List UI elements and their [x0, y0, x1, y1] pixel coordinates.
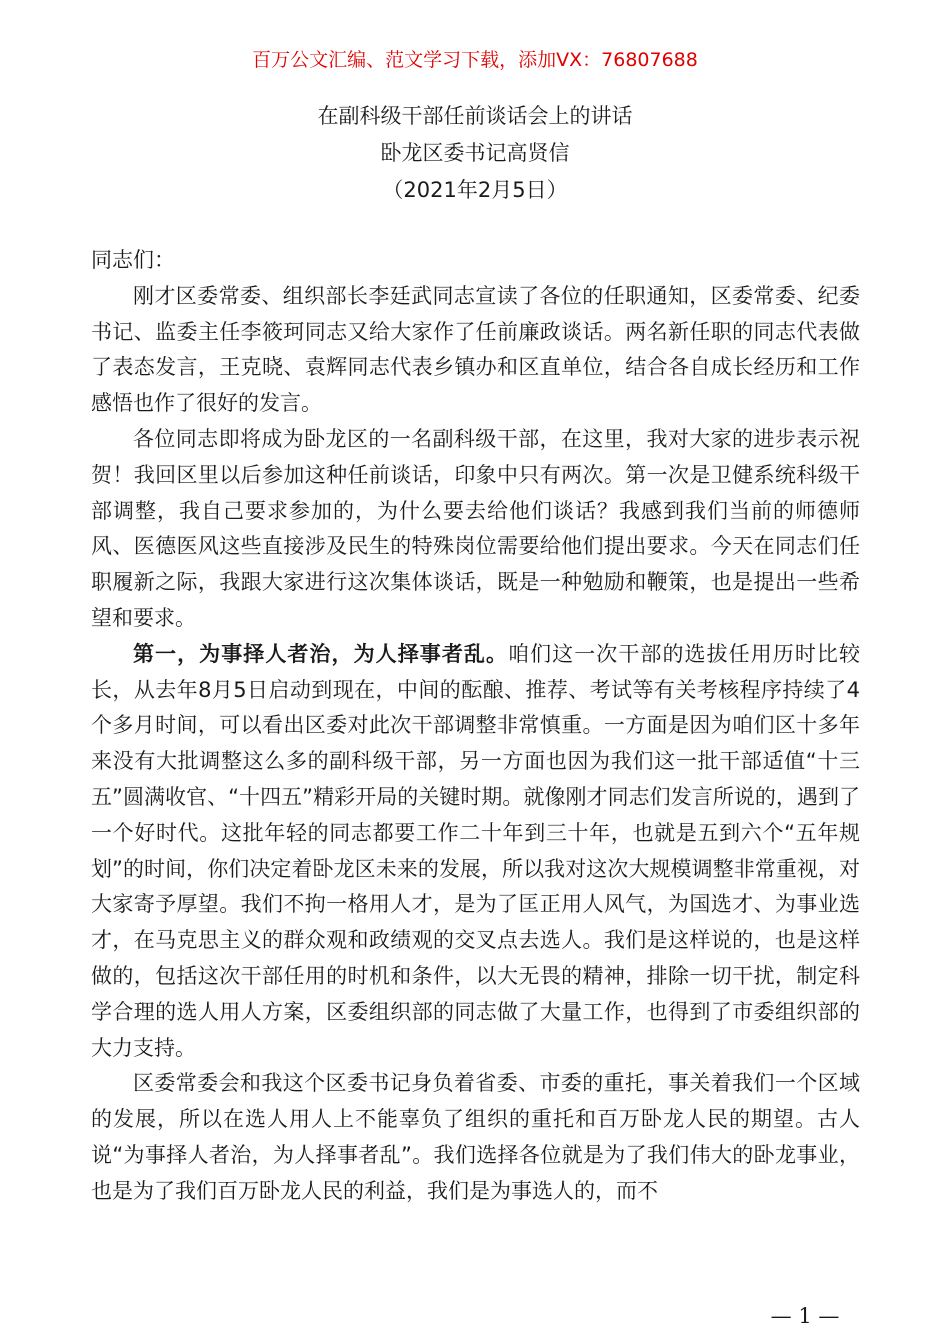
salutation: 同志们：	[91, 248, 175, 272]
speech-title: 在副科级干部任前谈话会上的讲话	[317, 104, 633, 128]
paragraph-2: 各位同志即将成为卧龙区的一名副科级干部，在这里，我对大家的进步表示祝贺！我回区里以后参加这种任前谈话，印象中只有两次。第一次是卫健系统科级干部调整，我自己要求参加的，为什么要去给他们谈话？我感到我们当前的师德师风、医德医风这些直接涉及民生的特殊岗位需要给他们提出要求。今天在同志们任职履新之际，我跟大家进行这次集体谈话，既是一种勉励和鞭策，也是提出一些希望和要求。	[91, 426, 860, 630]
paragraph-3-text: 咱们这一次干部的选拔任用历时比较长，从去年8月5日启动到现在，中间的酝酿、推荐、考试等有关考核程序持续了4个多月时间，可以看出区委对此次干部调整非常慎重。一方面是因为咱们区十多年来没有大批调整这么多的副科级干部，另一方面也因为我们这一批干部适值“十三五”圆满收官、“十四五”精彩开局的关键时期。就像刚才同志们发言所说的，遇到了一个好时代。这批年轻的同志都要工作二十年到三十年，也就是五到六个“五年规划”的时间，你们决定着卧龙区未来的发展，所以我对这次大规模调整非常重视，对大家寄予厚望。我们不拘一格用人才，是为了匡正用人风气，为国选才、为事业选才，在马克思主义的群众观和政绩观的交叉点去选人。我们是这样说的，也是这样做的，包括这次干部任用的时机和条件，以大无畏的精神，排除一切干扰，制定科学合理的选人用人方案，区委组织部的同志做了大量工作，也得到了市委组织部的大力支持。	[91, 641, 860, 1060]
paragraph-3	[91, 637, 860, 1067]
speech-body	[91, 243, 860, 1210]
paragraph-1: 刚才区委常委、组织部长李廷武同志宣读了各位的任职通知，区委常委、纪委书记、监委主任李筱珂同志又给大家作了任前廉政谈话。两名新任职的同志代表做了表态发言，王克晓、袁辉同志代表乡镇办和区直单位，结合各自成长经历和工作感悟也作了很好的发言。	[91, 283, 860, 416]
speech-heading	[0, 98, 950, 209]
section-heading-first: 第一，为事择人者治，为人择事者乱。	[133, 641, 509, 666]
speech-date: （2021年2月5日）	[382, 178, 568, 202]
paragraph-4: 区委常委会和我这个区委书记身负着省委、市委的重托，事关着我们一个区域的发展，所以在选人用人上不能辜负了组织的重托和百万卧龙人民的期望。古人说“为事择人者治，为人择事者乱”。我们选择各位就是为了我们伟大的卧龙事业，也是为了我们百万卧龙人民的利益，我们是为事选人的，而不	[91, 1071, 860, 1203]
page-number: — 1 —	[770, 1304, 840, 1328]
header-banner: 百万公文汇编、范文学习下载，添加VX：76807688	[252, 49, 698, 71]
speaker-line: 卧龙区委书记高贤信	[380, 141, 570, 165]
